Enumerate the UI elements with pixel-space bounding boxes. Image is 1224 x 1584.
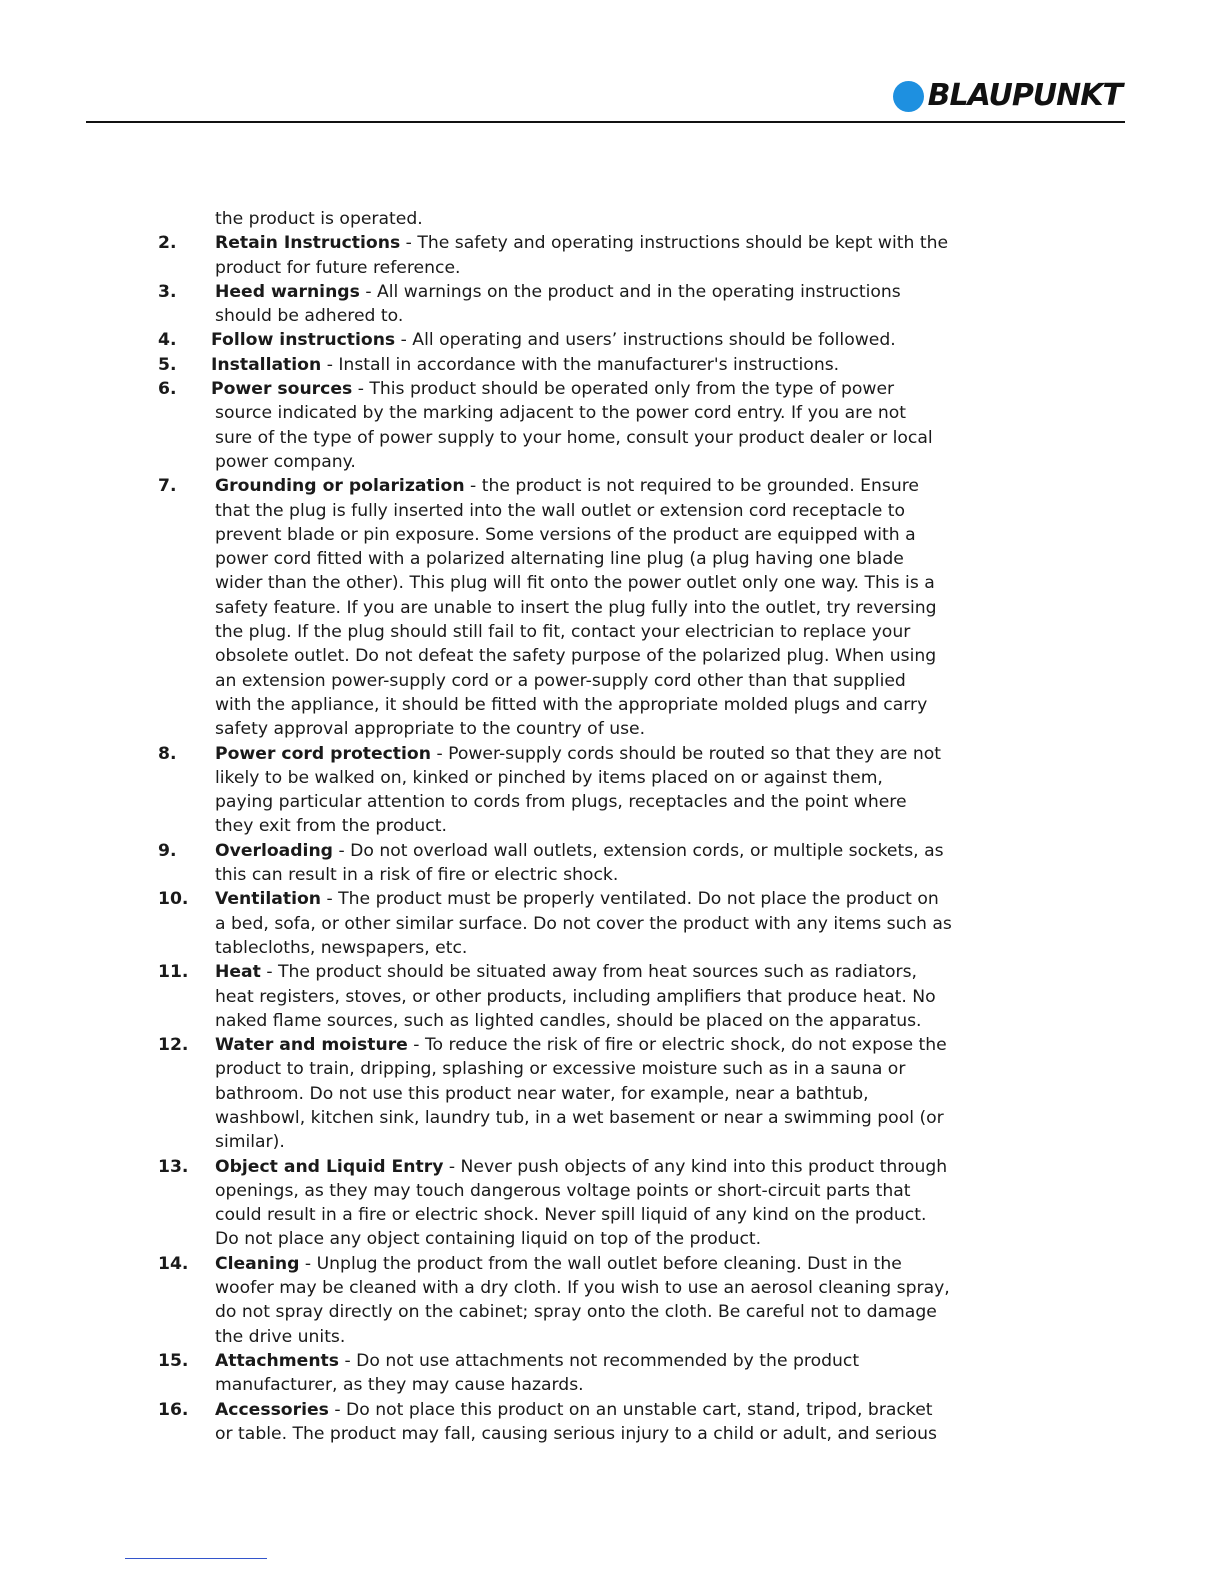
item-text: safety feature. If you are unable to insert the plug fully into the outlet, try reversing [215, 597, 937, 618]
item-text: woofer may be cleaned with a dry cloth. If you wish to use an aerosol cleaning spray, [215, 1278, 950, 1299]
item-number: 7. [158, 476, 177, 497]
list-item-continuation [0, 1227, 1224, 1251]
item-number: 6. [158, 379, 177, 400]
item-description: - All operating and users’ instructions should be followed. [400, 330, 896, 351]
item-text: prevent blade or pin exposure. Some versions of the product are equipped with a [215, 524, 916, 545]
item-term: Ventilation [215, 889, 322, 910]
item-number: 8. [158, 743, 177, 764]
item-text: the drive units. [215, 1326, 346, 1347]
item-description: - The product must be properly ventilated. Do not place the product on [326, 889, 939, 910]
list-item-continuation [0, 596, 1224, 620]
list-item [0, 839, 1224, 863]
item-term: Cleaning [215, 1253, 300, 1274]
list-item [0, 960, 1224, 984]
item-term: Power sources [211, 379, 353, 400]
item-number: 15. [158, 1350, 189, 1371]
list-item-continuation [0, 547, 1224, 571]
list-item [0, 1252, 1224, 1276]
item-description: - Unplug the product from the wall outlet before cleaning. Dust in the [304, 1253, 902, 1274]
brand-name: BLAUPUNKT [927, 78, 1122, 113]
list-item-continuation [0, 401, 1224, 425]
item-text [211, 377, 894, 401]
item-text: sure of the type of power supply to your home, consult your product dealer or local [215, 427, 933, 448]
item-text [215, 1252, 902, 1276]
list-item-continuation [0, 523, 1224, 547]
list-item-continuation [0, 717, 1224, 741]
item-number: 13. [158, 1156, 189, 1177]
item-description: - To reduce the risk of fire or electric shock, do not expose the [413, 1035, 947, 1056]
item-term: Power cord protection [215, 743, 431, 764]
list-item [0, 231, 1224, 255]
item-number: 2. [158, 233, 177, 254]
list-item [0, 474, 1224, 498]
list-item-continuation [0, 256, 1224, 280]
list-item-continuation [0, 766, 1224, 790]
list-item-continuation [0, 644, 1224, 668]
item-description: - Do not use attachments not recommended by the product [344, 1350, 860, 1371]
item-text: do not spray directly on the cabinet; spray onto the cloth. Be careful not to damage [215, 1302, 937, 1323]
item-text: safety approval appropriate to the country of use. [215, 719, 646, 740]
list-item-continuation [0, 1203, 1224, 1227]
item-description: - Power-supply cords should be routed so that they are not [436, 743, 941, 764]
item-text: openings, as they may touch dangerous voltage points or short-circuit parts that [215, 1180, 911, 1201]
item-text: likely to be walked on, kinked or pinched by items placed on or against them, [215, 767, 883, 788]
continuation-text: the product is operated. [215, 209, 423, 229]
item-text: bathroom. Do not use this product near water, for example, near a bathtub, [215, 1083, 869, 1104]
brand-dot-icon [893, 81, 924, 112]
list-item-continuation [0, 1082, 1224, 1106]
item-text: power company. [215, 451, 356, 472]
item-description: - Do not place this product on an unstable cart, stand, tripod, bracket [334, 1399, 933, 1420]
list-item-continuation [0, 936, 1224, 960]
list-item [0, 887, 1224, 911]
list-item-continuation [0, 814, 1224, 838]
item-text: could result in a fire or electric shock. Never spill liquid of any kind on the product. [215, 1205, 927, 1226]
item-text [215, 474, 919, 498]
item-text [215, 1398, 933, 1422]
safety-instructions-list [0, 207, 1224, 1446]
item-text: tablecloths, newspapers, etc. [215, 937, 468, 958]
list-item [0, 377, 1224, 401]
list-item [0, 328, 1224, 352]
item-term: Follow instructions [211, 330, 396, 351]
list-item-continuation [0, 450, 1224, 474]
page-header [0, 0, 1224, 130]
item-term: Retain Instructions [215, 233, 401, 254]
item-text: washbowl, kitchen sink, laundry tub, in a wet basement or near a swimming pool (or [215, 1107, 944, 1128]
item-text: or table. The product may fall, causing serious injury to a child or adult, and serious [215, 1423, 937, 1444]
list-item-continuation [0, 1130, 1224, 1154]
item-text: this can result in a risk of fire or electric shock. [215, 865, 619, 886]
list-item [0, 742, 1224, 766]
item-term: Installation [211, 354, 322, 375]
item-text [215, 231, 948, 255]
list-item-continuation [0, 1373, 1224, 1397]
list-item-continuation [0, 985, 1224, 1009]
list-item-continuation [0, 912, 1224, 936]
item-text: paying particular attention to cords from plugs, receptacles and the point where [215, 792, 907, 813]
list-item-continuation [0, 1300, 1224, 1324]
item-text [211, 328, 896, 352]
list-item-continuation [0, 669, 1224, 693]
item-term: Overloading [215, 840, 333, 861]
item-description: - This product should be operated only from the type of power [357, 379, 895, 400]
list-item [0, 1033, 1224, 1057]
list-item-continuation [0, 620, 1224, 644]
list-item [0, 280, 1224, 304]
item-description: - The safety and operating instructions should be kept with the [405, 233, 949, 254]
item-number: 9. [158, 840, 177, 861]
item-term: Grounding or polarization [215, 476, 465, 497]
list-item [0, 1155, 1224, 1179]
item-text: product to train, dripping, splashing or excessive moisture such as in a sauna or [215, 1059, 906, 1080]
item-text [215, 1155, 947, 1179]
item-text: they exit from the product. [215, 816, 447, 837]
item-term: Heat [215, 962, 261, 983]
item-text [211, 353, 839, 377]
item-term: Accessories [215, 1399, 329, 1420]
item-text: an extension power-supply cord or a power-supply cord other than that supplied [215, 670, 906, 691]
item-text: obsolete outlet. Do not defeat the safety purpose of the polarized plug. When using [215, 646, 937, 667]
item-description: - Install in accordance with the manufacturer's instructions. [326, 354, 840, 375]
item-text: a bed, sofa, or other similar surface. Do not cover the product with any items such as [215, 913, 952, 934]
list-item-continuation [0, 499, 1224, 523]
item-number: 16. [158, 1399, 189, 1420]
item-text [215, 1033, 947, 1057]
item-text: the plug. If the plug should still fail to fit, contact your electrician to replace your [215, 622, 911, 643]
item-text [215, 1349, 859, 1373]
header-rule [86, 121, 1125, 123]
item-text: power cord fitted with a polarized alternating line plug (a plug having one blade [215, 549, 904, 570]
continuation-line [0, 207, 1224, 231]
item-text: Do not place any object containing liquid on top of the product. [215, 1229, 762, 1250]
item-text: should be adhered to. [215, 306, 404, 327]
item-text: product for future reference. [215, 257, 461, 278]
item-text [215, 839, 944, 863]
item-description: - the product is not required to be grounded. Ensure [470, 476, 919, 497]
list-item [0, 353, 1224, 377]
item-number: 10. [158, 889, 189, 910]
item-description: - Do not overload wall outlets, extension cords, or multiple sockets, as [338, 840, 944, 861]
item-text: heat registers, stoves, or other products, including amplifiers that produce heat. No [215, 986, 936, 1007]
item-text [215, 887, 939, 911]
item-text: similar). [215, 1132, 285, 1153]
list-item-continuation [0, 790, 1224, 814]
item-term: Water and moisture [215, 1035, 408, 1056]
item-text: source indicated by the marking adjacent to the power cord entry. If you are not [215, 403, 907, 424]
list-item-continuation [0, 426, 1224, 450]
item-text: naked flame sources, such as lighted candles, should be placed on the apparatus. [215, 1010, 922, 1031]
item-number: 11. [158, 962, 189, 983]
list-item [0, 1398, 1224, 1422]
item-number: 14. [158, 1253, 189, 1274]
list-item-continuation [0, 1009, 1224, 1033]
item-number: 5. [158, 354, 177, 375]
brand-logo [893, 79, 1122, 113]
item-text: wider than the other). This plug will fit onto the power outlet only one way. This is a [215, 573, 935, 594]
list-item-continuation [0, 1276, 1224, 1300]
item-text: manufacturer, as they may cause hazards. [215, 1375, 584, 1396]
list-item-continuation [0, 571, 1224, 595]
item-term: Object and Liquid Entry [215, 1156, 444, 1177]
item-number: 3. [158, 281, 177, 302]
footer-link-underline [125, 1558, 267, 1559]
item-description: - All warnings on the product and in the operating instructions [365, 281, 901, 302]
item-term: Heed warnings [215, 281, 360, 302]
list-item [0, 1349, 1224, 1373]
item-text: with the appliance, it should be fitted with the appropriate molded plugs and carry [215, 694, 928, 715]
list-item-continuation [0, 304, 1224, 328]
item-description: - The product should be situated away from heat sources such as radiators, [266, 962, 918, 983]
list-item-continuation [0, 1325, 1224, 1349]
item-number: 12. [158, 1035, 189, 1056]
item-text [215, 280, 901, 304]
list-item-continuation [0, 1179, 1224, 1203]
list-item-continuation [0, 1422, 1224, 1446]
item-number: 4. [158, 330, 177, 351]
item-text [215, 742, 941, 766]
list-item-continuation [0, 1057, 1224, 1081]
list-item-continuation [0, 1106, 1224, 1130]
list-item-continuation [0, 693, 1224, 717]
item-text [215, 960, 917, 984]
item-term: Attachments [215, 1350, 340, 1371]
item-text: that the plug is fully inserted into the wall outlet or extension cord receptacle to [215, 500, 906, 521]
list-item-continuation [0, 863, 1224, 887]
item-description: - Never push objects of any kind into this product through [448, 1156, 948, 1177]
